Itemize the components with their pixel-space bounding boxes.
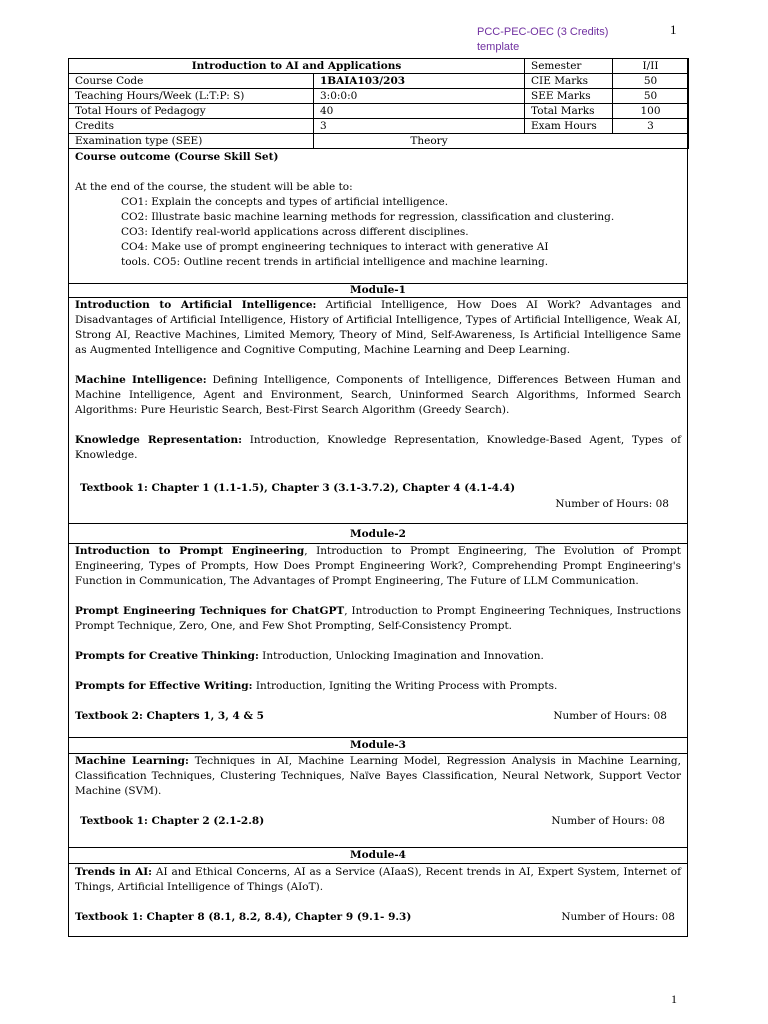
table-row	[69, 74, 689, 89]
topic-paragraph	[69, 679, 687, 694]
table-row	[69, 104, 689, 119]
row-label: Exam Hours	[525, 119, 613, 134]
topic-heading: Knowledge Representation:	[75, 434, 243, 446]
row-label: Credits	[69, 119, 314, 134]
header-template-title: PCC-PEC-OEC (3 Credits) template	[477, 26, 609, 53]
topic-text: Introduction, Unlocking Imagination and Innovation.	[258, 650, 544, 662]
row-label: Total Marks	[525, 104, 613, 119]
header-page-number: 1	[670, 22, 677, 37]
row-value: 40	[314, 104, 525, 119]
module-title: Module-2	[350, 528, 406, 540]
textbook-reference: Textbook 1: Chapter 8 (8.1, 8.2, 8.4), Chapter 9 (9.1- 9.3)	[75, 911, 412, 923]
table-row	[69, 89, 689, 104]
module-1	[69, 283, 687, 298]
topic-paragraph	[69, 298, 687, 358]
module-title: Module-3	[350, 739, 406, 751]
topic-text: Techniques in AI, Machine Learning Model, Regression Analysis in Machine Learning, Classification Techniques, Clustering Techniques, Naïve Bayes Classification, Neural Network, Support Vector Machine (SVM).	[75, 755, 681, 797]
course-outcome-line: CO4: Make use of prompt engineering techniques to interact with generative AI	[121, 241, 549, 253]
syllabus-frame	[68, 58, 688, 937]
module-2-content	[69, 544, 687, 724]
exam-type-label: Examination type (SEE)	[69, 134, 314, 149]
topic-heading: Machine Learning:	[75, 755, 189, 767]
topic-heading: Trends in AI:	[75, 866, 153, 878]
textbook-reference: Textbook 1: Chapter 1 (1.1-1.5), Chapter 3 (3.1-3.7.2), Chapter 4 (4.1-4.4)	[80, 482, 516, 494]
topic-text: Artificial Intelligence, How Does AI Work? Advantages and Disadvantages of Artificial Intelligence, History of Artificial Intelligence, Types of Artificial Intelligence, Weak AI, Strong AI, Reactive Machines, Limited Memory, Theory of Mind, Self-Awareness, Is Artificial Intelligence Same as Augmented Intelligence and Cognitive Computing, Machine Learning and Deep Learning.	[75, 299, 681, 356]
course-details-table	[68, 58, 689, 149]
course-title: Introduction to AI and Applications	[69, 59, 525, 74]
module-4-reference-row	[69, 910, 687, 925]
divider	[69, 863, 687, 864]
topic-paragraph	[69, 649, 687, 664]
hours-count: Number of Hours: 08	[561, 911, 675, 923]
topic-paragraph	[69, 865, 687, 895]
course-outcome-intro: At the end of the course, the student will be able to:	[75, 181, 353, 193]
topic-paragraph	[69, 604, 687, 634]
table-row	[69, 59, 689, 74]
textbook-reference: Textbook 2: Chapters 1, 3, 4 & 5	[75, 710, 264, 722]
course-code-value: 1BAIA103/203	[314, 74, 525, 89]
topic-heading: Introduction to Prompt Engineering	[75, 545, 305, 557]
course-outcome-heading: Course outcome (Course Skill Set)	[75, 151, 279, 163]
row-label: SEE Marks	[525, 89, 613, 104]
topic-paragraph	[69, 433, 687, 463]
table-row	[69, 134, 689, 149]
topic-heading: Introduction to Artificial Intelligence:	[75, 299, 317, 311]
exam-type-value: Theory	[314, 134, 689, 149]
module-3-reference-row	[69, 814, 687, 829]
topic-heading: Prompts for Effective Writing:	[75, 680, 253, 692]
module-1-content	[69, 298, 687, 463]
module-1-hours-row	[69, 497, 687, 512]
row-value: 50	[613, 74, 689, 89]
footer-page-number: 1	[671, 992, 677, 1006]
row-value: 50	[613, 89, 689, 104]
topic-text: Introduction, Igniting the Writing Process with Prompts.	[252, 680, 558, 692]
module-1-reference	[69, 481, 687, 496]
topic-heading: Prompts for Creative Thinking:	[75, 650, 259, 662]
module-title: Module-4	[350, 849, 406, 861]
course-outcome-line: CO2: Illustrate basic machine learning methods for regression, classification and clustering.	[121, 211, 615, 223]
topic-text: Defining Intelligence, Components of Intelligence, Differences Between Human and Machine Intelligence, Agent and Environment, Search, Uninformed Search Algorithms, Informed Search Algorithms: Pure Heuristic Search, Best-First Search Algorithm (Greedy Search).	[75, 374, 681, 416]
row-value: 3	[314, 119, 525, 134]
course-outcome-line: CO1: Explain the concepts and types of artificial intelligence.	[121, 196, 449, 208]
course-outcome-section	[69, 150, 687, 270]
row-value: 3	[613, 119, 689, 134]
divider	[69, 523, 687, 524]
module-2	[69, 527, 687, 542]
hours-count: Number of Hours: 08	[555, 498, 669, 510]
module-title: Module-1	[350, 284, 406, 296]
module-2-reference-row	[69, 709, 687, 724]
hours-count: Number of Hours: 08	[551, 815, 665, 827]
module-4-content	[69, 865, 687, 925]
semester-value: I/II	[613, 59, 689, 74]
topic-text: , Introduction to Prompt Engineering Techniques, Instructions Prompt Technique, Zero, One, and Few Shot Prompting, Self-Consistency Prompt.	[75, 605, 681, 632]
topic-text: , Introduction to Prompt Engineering, The Evolution of Prompt Engineering, Types of Prompts, How Does Prompt Engineering Work?, Comprehending Prompt Engineering's Function in Communication, The Advantages of Prompt Engineering, The Future of LLM Communication.	[75, 545, 681, 587]
row-value: 3:0:0:0	[314, 89, 525, 104]
module-3	[69, 738, 687, 753]
row-label: CIE Marks	[525, 74, 613, 89]
topic-text: AI and Ethical Concerns, AI as a Service (AIaaS), Recent trends in AI, Expert System, Internet of Things, Artificial Intelligence of Things (AIoT).	[75, 866, 681, 893]
topic-paragraph	[69, 373, 687, 418]
row-value: 100	[613, 104, 689, 119]
topic-heading: Prompt Engineering Techniques for ChatGPT	[75, 605, 345, 617]
table-row	[69, 119, 689, 134]
topic-heading: Machine Intelligence:	[75, 374, 207, 386]
course-outcome-line: tools. CO5: Outline recent trends in artificial intelligence and machine learning.	[121, 256, 549, 268]
module-3-content	[69, 754, 687, 829]
topic-text: Introduction, Knowledge Representation, Knowledge-Based Agent, Types of Knowledge.	[75, 434, 681, 461]
module-4	[69, 848, 687, 863]
semester-label: Semester	[525, 59, 613, 74]
hours-count: Number of Hours: 08	[553, 710, 667, 722]
row-label: Teaching Hours/Week (L:T:P: S)	[69, 89, 314, 104]
topic-paragraph	[69, 544, 687, 589]
row-label: Course Code	[69, 74, 314, 89]
topic-paragraph	[69, 754, 687, 799]
row-label: Total Hours of Pedagogy	[69, 104, 314, 119]
textbook-reference: Textbook 1: Chapter 2 (2.1-2.8)	[80, 815, 265, 827]
course-outcome-line: CO3: Identify real-world applications across different disciplines.	[121, 226, 469, 238]
